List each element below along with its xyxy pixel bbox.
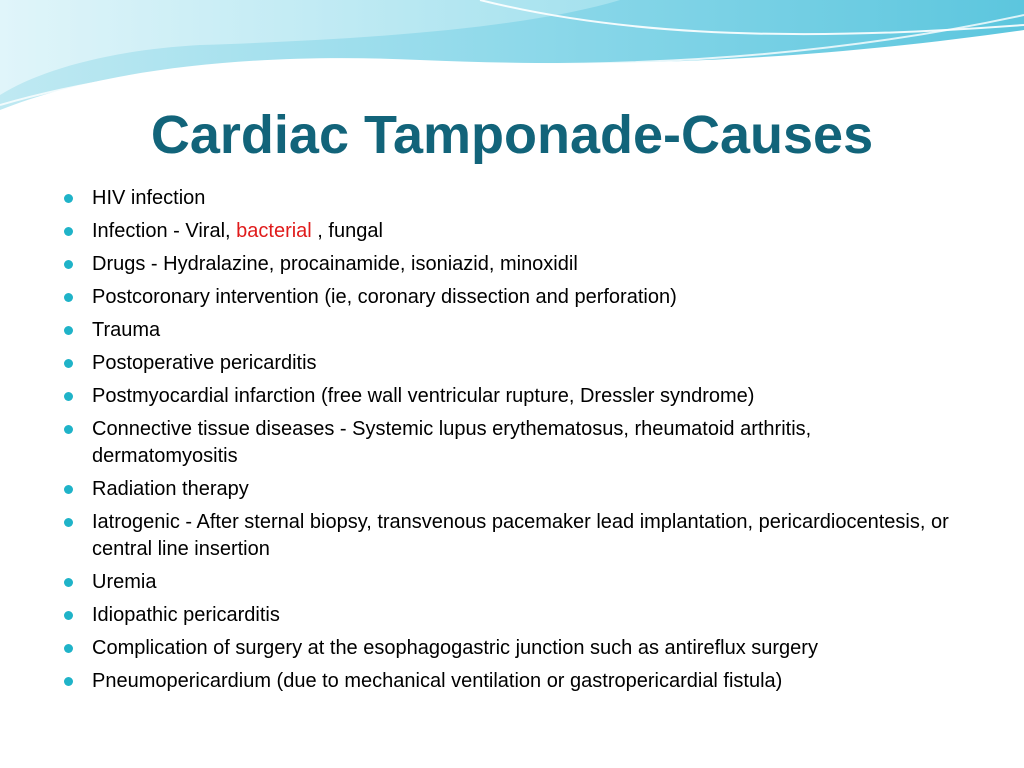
list-item: [62, 602, 962, 629]
list-item: [62, 416, 962, 470]
list-item-text-before: Infection - Viral,: [92, 220, 237, 242]
list-item-text: Drugs - Hydralazine, procainamide, isoniazid, minoxidil: [92, 253, 578, 275]
list-item: [62, 185, 962, 212]
list-item-text: Complication of surgery at the esophagogastric junction such as antireflux surgery: [92, 637, 818, 659]
list-item-text: Trauma: [92, 319, 161, 341]
cause-list: [62, 185, 962, 701]
list-item-text: Radiation therapy: [92, 478, 249, 500]
bullet-icon: [64, 578, 73, 587]
list-item: [62, 284, 962, 311]
list-item: [62, 317, 962, 344]
bullet-icon: [64, 392, 73, 401]
bullet-icon: [64, 677, 73, 686]
list-item: [62, 509, 962, 563]
slide-title: Cardiac Tamponade-Causes: [150, 105, 874, 165]
bullet-icon: [64, 644, 73, 653]
list-item-text-after: , fungal: [311, 220, 383, 242]
list-item: [62, 350, 962, 377]
list-item: [62, 383, 962, 410]
list-item-text: HIV infection: [92, 187, 206, 209]
list-item-text: Idiopathic pericarditis: [92, 604, 280, 626]
bullet-icon: [64, 611, 73, 620]
list-item: [62, 476, 962, 503]
bullet-icon: [64, 260, 73, 269]
list-item: [62, 635, 962, 662]
list-item-text: Uremia: [92, 571, 157, 593]
list-item-text: Iatrogenic - After sternal biopsy, transvenous pacemaker lead implantation, pericardiocentesis, or central line insertion: [92, 511, 949, 560]
list-item-text: Postmyocardial infarction (free wall ventricular rupture, Dressler syndrome): [92, 385, 755, 407]
list-item-text: Postcoronary intervention (ie, coronary dissection and perforation): [92, 286, 677, 308]
bullet-icon: [64, 194, 73, 203]
bullet-icon: [64, 227, 73, 236]
bullet-icon: [64, 326, 73, 335]
list-item: [62, 569, 962, 596]
list-item: [62, 668, 962, 695]
list-item-highlight: bacterial: [236, 220, 312, 242]
bullet-icon: [64, 485, 73, 494]
list-item-text: Pneumopericardium (due to mechanical ventilation or gastropericardial fistula): [92, 670, 783, 692]
bullet-icon: [64, 518, 73, 527]
list-item-text: Connective tissue diseases - Systemic lupus erythematosus, rheumatoid arthritis, dermatomyositis: [92, 418, 812, 467]
bullet-icon: [64, 293, 73, 302]
bullet-icon: [64, 359, 73, 368]
list-item: [62, 218, 962, 245]
list-item: [62, 251, 962, 278]
bullet-icon: [64, 425, 73, 434]
list-item-text: Postoperative pericarditis: [92, 352, 317, 374]
